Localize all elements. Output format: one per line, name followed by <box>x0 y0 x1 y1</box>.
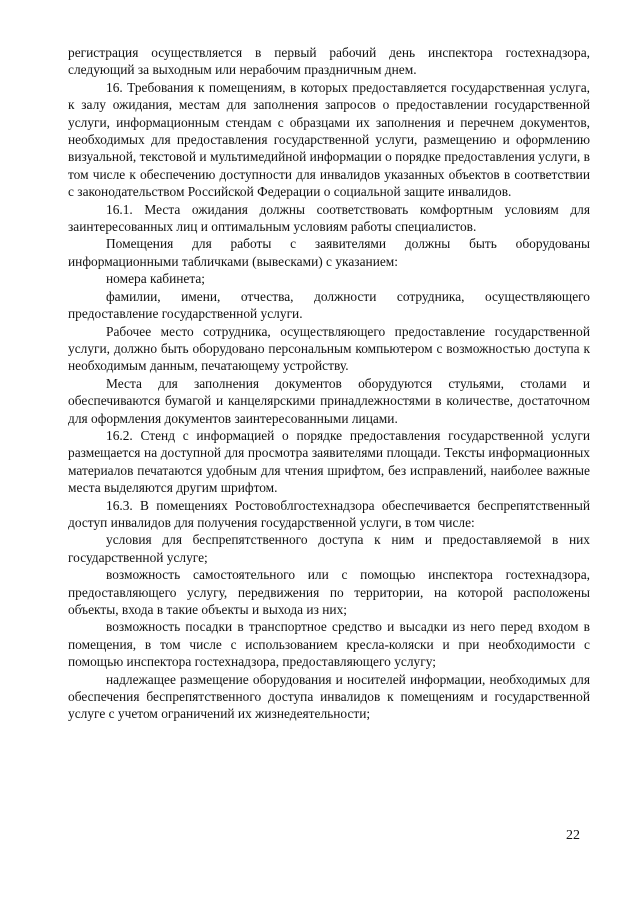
paragraph-16-2: 16.2. Стенд с информацией о порядке предоставления государственной услуги размещается на доступной для просмотра заявителями площади. Тексты информационных материалов печатаются удобным для чтения шрифтом, без исправлений, наиболее важные места выделяются другим шрифтом. <box>68 427 590 496</box>
list-item-equipment-placement: надлежащее размещение оборудования и носителей информации, необходимых для обеспечения беспрепятственного доступа инвалидов к помещениям и государственной услуге с учетом ограничений их жизнедеятельности; <box>68 671 590 722</box>
paragraph-forms-area: Места для заполнения документов оборудуются стульями, столами и обеспечиваются бумагой и канцелярскими принадлежностями в количестве, достаточном для оформления документов заинтересованными лицами. <box>68 375 590 426</box>
list-item-access-conditions: условия для беспрепятственного доступа к ним и предоставляемой в них государственной услуге; <box>68 532 590 565</box>
paragraph-signage: Помещения для работы с заявителями должны быть оборудованы информационными табличками (вывесками) с указанием: <box>68 236 590 269</box>
paragraph-16: 16. Требования к помещениям, в которых предоставляется государственная услуга, к залу ожидания, местам для заполнения запросов о предоставлении государственной услуги, информационным стендам с образцами их заполнения и перечнем документов, необходимых для предоставления государственной услуги, размещению и оформлению визуальной, текстовой и мультимедийной информации о порядке предоставления услуги, в том числе к обеспечению доступности для инвалидов указанных объектов в соответствии с законодательством Российской Федерации о социальной защите инвалидов. <box>68 79 590 200</box>
paragraph-16-1: 16.1. Места ожидания должны соответствовать комфортным условиям для заинтересованных лиц и оптимальным условиям работы специалистов. <box>68 201 590 235</box>
list-item-employee-name: фамилии, имени, отчества, должности сотрудника, осуществляющего предоставление государственной услуги. <box>68 288 590 322</box>
list-item-transport: возможность посадки в транспортное средство и высадки из него перед входом в помещения, в том числе с использованием кресла-коляски и при необходимости с помощью инспектора гостехнадзора, предоставляющего услугу; <box>68 619 590 670</box>
list-item-room-number: номера кабинета; <box>106 271 206 287</box>
body-text <box>68 44 590 723</box>
paragraph-16-3: 16.3. В помещениях Ростовоблгостехнадзора обеспечивается беспрепятственный доступ инвалидов для получения государственной услуги, в том числе: <box>68 497 590 530</box>
paragraph-workplace: Рабочее место сотрудника, осуществляющего предоставление государственной услуги, должно быть оборудовано персональным компьютером с возможностью доступа к необходимым данным, печатающему устройству. <box>68 323 590 374</box>
list-item-movement: возможность самостоятельного или с помощью инспектора гостехнадзора, предоставляющего услугу, передвижения по территории, на которой расположены объекты, входа в такие объекты и выхода из них; <box>68 567 590 617</box>
page-number: 22 <box>566 828 580 843</box>
paragraph-continuation: регистрация осуществляется в первый рабочий день инспектора гостехнадзора, следующий за выходным или нерабочим праздничным днем. <box>68 45 590 78</box>
